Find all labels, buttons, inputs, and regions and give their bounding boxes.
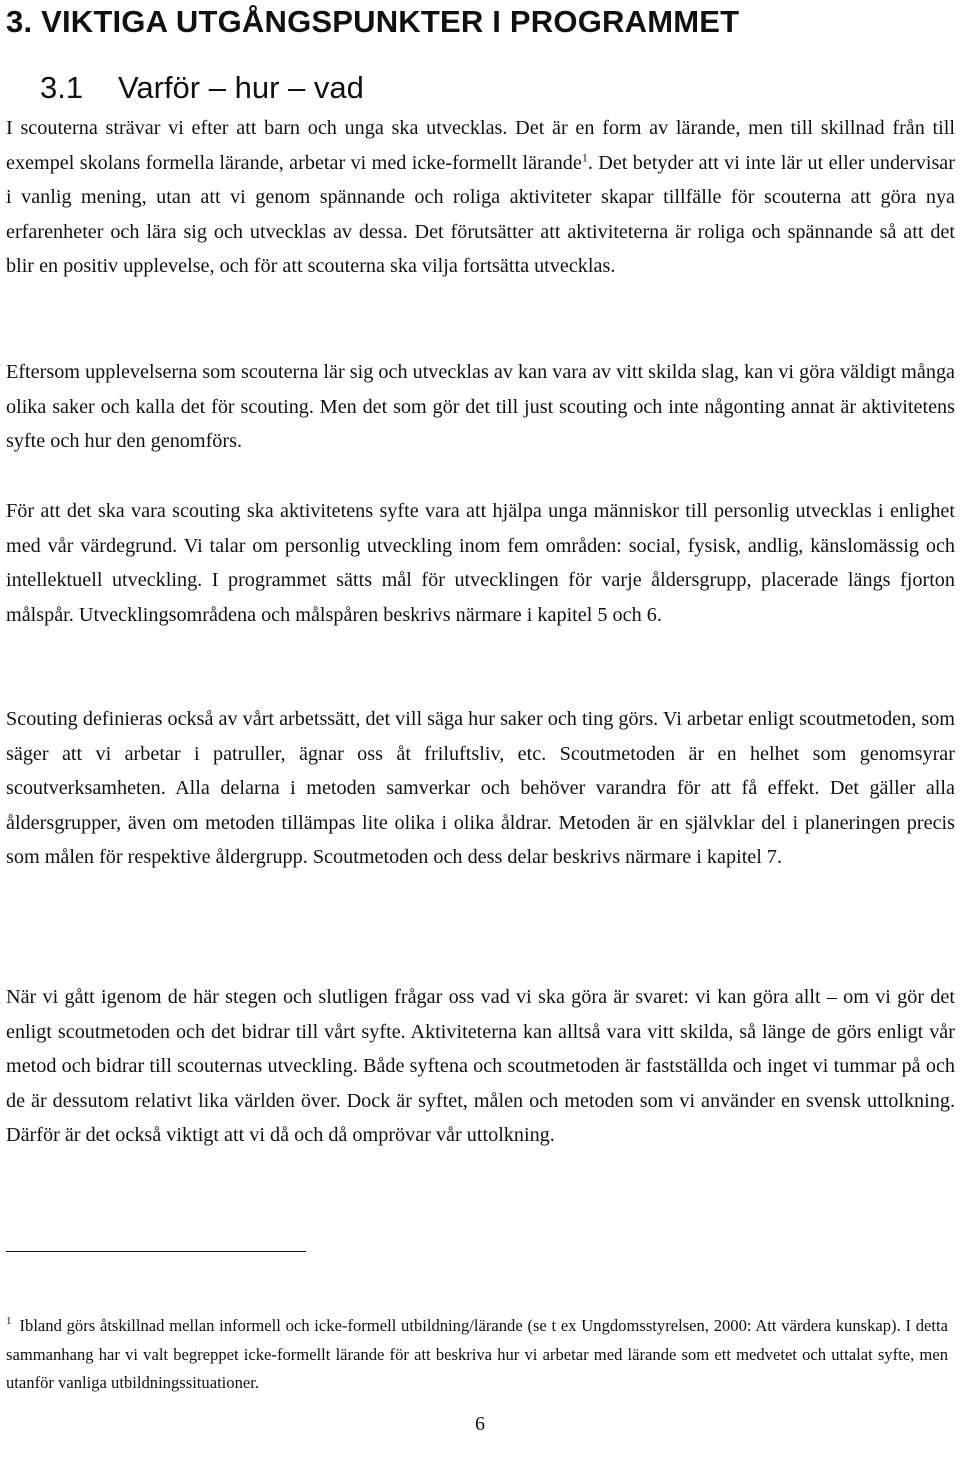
section-heading [40, 68, 364, 108]
paragraph-4: Scouting definieras också av vårt arbetssätt, det vill säga hur saker och ting görs. Vi arbetar enligt scoutmetoden, som säger att vi arbetar i patruller, ägnar oss åt friluftsliv, etc. Scoutmetoden är en helhet som genomsyrar scoutverksamheten. Alla delarna i metoden samverkar och behöver varandra för att få effekt. Det gäller alla åldersgrupper, även om metoden tillämpas lite olika i olika åldrar. Metoden är en självklar del i planeringen precis som målen för respektive åldergrupp. Scoutmetoden och dess delar beskrivs närmare i kapitel 7. [6, 708, 955, 869]
footnote-text: Ibland görs åtskillnad mellan informell och icke-formell utbildning/lärande (se t ex Ungdomsstyrelsen, 2000: Att värdera kunskap). I detta sammanhang har vi valt begreppet icke-formellt lärande för att beskriva hur vi arbetar med lärande som ett medvetet och uttalat syfte, men utanför vanliga utbildningssituationer. [6, 1316, 948, 1392]
paragraph-1 [6, 111, 955, 284]
footnote-marker: 1 [6, 1315, 12, 1328]
footnote-separator [6, 1251, 306, 1252]
paragraph-2: Eftersom upplevelserna som scouterna lär sig och utvecklas av kan vara av vitt skilda slag, kan vi göra väldigt många olika saker och kalla det för scouting. Men det som gör det till just scouting och inte någonting annat är aktivitetens syfte och hur den genomförs. [6, 361, 955, 453]
paragraph-3: För att det ska vara scouting ska aktivitetens syfte vara att hjälpa unga människor till personlig utvecklas i enlighet med vår värdegrund. Vi talar om personlig utveckling inom fem områden: social, fysisk, andlig, känslomässig och intellektuell utveckling. I programmet sätts mål för utvecklingen för varje åldersgrupp, placerade längs fjorton målspår. Utvecklingsområdena och målspåren beskrivs närmare i kapitel 5 och 6. [6, 500, 955, 626]
footnote-reference: 1 [581, 149, 588, 164]
paragraph-1-text-a: I scouterna strävar vi efter att barn och unga ska utvecklas. Det är en form av lärande, men till skillnad från till exempel skolans formella lärande, arbetar vi med icke-formellt lärande [6, 117, 955, 174]
section-title: Varför – hur – vad [118, 70, 364, 105]
paragraph-5: När vi gått igenom de här stegen och slutligen frågar oss vad vi ska göra är svaret: vi kan göra allt – om vi gör det enligt scoutmetoden och det bidrar till vårt syfte. Aktiviteterna kan alltså vara vitt skilda, så länge de görs enligt vår metod och bidrar till scouternas utveckling. Både syftena och scoutmetoden är fastställda och inget vi tummar på och de är dessutom relativt lika världen över. Dock är syftet, målen och metoden som vi använder en svensk uttolkning. Därför är det också viktigt att vi då och då omprövar vår uttolkning. [6, 986, 955, 1147]
page-number: 6 [475, 1413, 485, 1435]
paragraph-1-text-b: . Det betyder att vi inte lär ut eller undervisar i vanlig mening, utan att vi genom spännande och roliga aktiviteter skapar tillfälle för scouterna att göra nya erfarenheter och lära sig och utvecklas av dessa. Det förutsätter att aktiviteterna är roliga och spännande så att det blir en positiv upplevelse, och för att scouterna ska vilja fortsätta utvecklas. [6, 151, 955, 278]
section-number: 3.1 [40, 70, 84, 105]
footnote [6, 1312, 948, 1398]
chapter-heading: 3. VIKTIGA UTGÅNGSPUNKTER I PROGRAMMET [6, 4, 740, 39]
